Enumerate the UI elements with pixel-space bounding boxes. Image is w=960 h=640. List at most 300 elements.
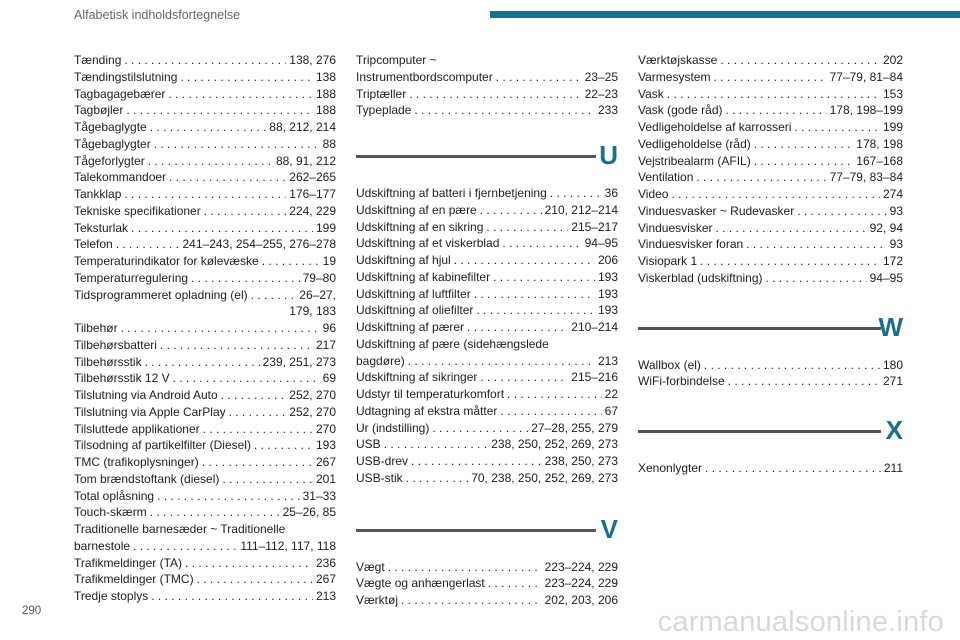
index-entry-pages: 210, 212–214 (544, 202, 618, 217)
index-entry-term-start: Tripcomputer ~ (356, 53, 437, 67)
dot-leader (151, 588, 313, 605)
index-entry-term: Tilbehørsbatteri (74, 337, 157, 352)
index-entry-term: Udskiftning af sikringer (356, 370, 478, 385)
index-entry (74, 153, 336, 170)
index-entry-pages: 223–224, 229 (544, 559, 618, 574)
index-entry-pages: 92, 94 (869, 220, 903, 235)
index-entry (74, 588, 336, 605)
dot-leader (173, 370, 320, 387)
index-entry-term: Tidsprogrammeret opladning (el) (74, 287, 248, 302)
dot-leader (384, 436, 489, 453)
index-entry-pages: 206 (597, 253, 618, 267)
index-entry-term: Tankklap (74, 187, 122, 201)
index-entry-term: Tilsluttede applikationer (74, 421, 200, 436)
index-entry-pages: 201 (315, 471, 336, 486)
index-entry-term: Udskiftning af luftfilter (356, 286, 471, 301)
dot-leader (229, 404, 287, 421)
index-entry-term: Vedligeholdelse (råd) (638, 136, 751, 151)
index-entry-pages: 19 (322, 254, 336, 268)
index-entry-pages: 94–95 (869, 270, 903, 285)
dot-leader (124, 52, 286, 69)
index-group-u (356, 185, 618, 487)
index-entry (74, 488, 336, 505)
dot-leader (496, 69, 582, 86)
index-entry-term: Tilslutning via Apple CarPlay (74, 404, 226, 419)
index-group-x (638, 460, 903, 477)
index-entry-term: Tom brændstoftank (diesel) (74, 471, 220, 486)
index-entry-term: Trafikmeldinger (TMC) (74, 572, 194, 587)
index-entry-term: Vejstribealarm (AFIL) (638, 153, 751, 168)
index-entry-pages: 36 (604, 186, 618, 200)
index-entry-pages: 111–112, 117, 118 (240, 538, 336, 553)
index-entry (74, 169, 336, 186)
index-entry-pages: 270 (315, 421, 336, 436)
index-entry-term-start: Traditionelle barnesæder ~ Traditionelle (74, 522, 286, 536)
index-entry-term: Vinduesvisker foran (638, 237, 744, 252)
index-entry-term: USB (356, 437, 381, 452)
index-entry-pages: 178, 198 (856, 136, 903, 151)
index-entry-term: Tågebaglygter (74, 136, 151, 151)
index-entry (74, 504, 336, 521)
index-entry-term: Tågeforlygter (74, 153, 145, 168)
dot-leader (454, 252, 595, 269)
index-entry-pages: 223–224, 229 (544, 576, 618, 591)
index-entry (74, 119, 336, 136)
index-entry (638, 186, 903, 203)
index-entry (356, 470, 618, 487)
index-entry (356, 319, 618, 336)
index-entry-pages: 70, 238, 250, 252, 269, 273 (471, 470, 618, 485)
index-entry (74, 421, 336, 438)
section-header-x (638, 416, 903, 444)
index-entry-term: Udskiftning af pærer (356, 320, 465, 334)
index-entry-term: Tågebaglygte (74, 120, 147, 134)
dot-leader (203, 421, 313, 438)
dot-leader (671, 186, 879, 203)
index-entry-pages: 210–214 (571, 320, 618, 334)
index-entry (356, 86, 618, 103)
index-entry-pages: 262–265 (289, 170, 336, 185)
index-entry-term: Udskiftning af en sikring (356, 219, 484, 234)
index-entry (356, 252, 618, 269)
dot-leader (696, 169, 826, 186)
index-entry-pages: 27–28, 255, 279 (531, 420, 618, 435)
dot-leader (202, 454, 313, 471)
index-entry (74, 521, 336, 555)
index-entry (356, 453, 618, 470)
index-entry-term: bagdøre) (356, 353, 405, 368)
index-entry-term: Udskiftning af en pære (356, 202, 477, 217)
dot-leader (408, 353, 595, 370)
index-entry (74, 287, 336, 321)
index-entry (74, 454, 336, 471)
dot-leader (160, 337, 313, 354)
dot-leader (700, 253, 880, 270)
index-entry-pages: 178, 198–199 (829, 103, 903, 118)
index-entry (74, 136, 336, 153)
dot-leader (262, 253, 320, 270)
index-entry-term: Udtagning af ekstra måtter (356, 403, 498, 418)
index-entry-pages: 202, 203, 206 (544, 593, 618, 607)
index-column-2 (356, 52, 618, 609)
watermark: carmanualsonline.info (657, 606, 944, 638)
dot-leader (409, 86, 581, 103)
dot-leader (154, 136, 320, 153)
index-entry (74, 52, 336, 69)
section-letter-w: W (878, 311, 903, 342)
dot-leader (488, 575, 542, 592)
dot-leader (131, 220, 313, 237)
index-entry (638, 102, 903, 119)
dot-leader (180, 69, 313, 86)
index-entry (638, 169, 903, 186)
index-entry-pages: 213 (315, 589, 336, 603)
index-entry-pages: 224, 229 (289, 203, 336, 218)
index-entry (638, 220, 903, 237)
index-entry (638, 253, 903, 270)
index-entry-term: Tagbøjler (74, 103, 124, 118)
dot-leader (148, 153, 273, 170)
index-entry (356, 235, 618, 252)
dot-leader (150, 504, 280, 521)
index-entry-pages: 23–25 (584, 69, 618, 84)
dot-leader (126, 102, 313, 119)
index-entry-term: Teksturlak (74, 220, 129, 235)
index-entry-term: Vægt (356, 559, 385, 574)
dot-leader (480, 202, 542, 219)
index-entry (74, 437, 336, 454)
dot-leader (467, 319, 568, 336)
index-entry (356, 403, 618, 420)
index-entry-term: Udskiftning af batteri i fjernbetjening (356, 186, 547, 200)
index-entry (74, 555, 336, 572)
index-entry-pages: 193 (597, 269, 618, 284)
index-entry-term-start: Udskiftning af pære (sidehængslede (356, 336, 549, 351)
dot-leader (145, 354, 260, 371)
index-entry-term: Udskiftning af kabinefilter (356, 269, 491, 284)
index-entry (74, 86, 336, 103)
section-rule (356, 155, 596, 158)
dot-leader (401, 592, 542, 609)
index-entry-pages: 22–23 (584, 86, 618, 101)
dot-leader (480, 369, 568, 386)
page-number: 290 (22, 605, 42, 617)
dot-leader (507, 386, 602, 403)
index-entry-term: Ur (indstilling) (356, 420, 430, 435)
dot-leader (406, 470, 469, 487)
index-entry-pages: 213 (597, 353, 618, 368)
index-entry-pages: 88, 212, 214 (269, 120, 336, 134)
dot-leader (794, 119, 880, 136)
index-entry-term: Tænding (74, 53, 122, 67)
index-entry-pages: 267 (315, 572, 336, 587)
index-entry-pages: 236 (315, 555, 336, 570)
index-group-v (356, 559, 618, 609)
index-entry-pages: 238, 250, 252, 269, 273 (491, 437, 618, 452)
index-entry-pages: 96 (322, 321, 336, 335)
index-entry-pages: 211 (883, 461, 903, 475)
index-entry (356, 386, 618, 403)
dot-leader (414, 102, 595, 119)
index-entry-pages: 138, 276 (289, 53, 336, 67)
index-entry (356, 219, 618, 236)
index-entry-pages: 22 (604, 387, 618, 401)
index-entry-term: Tekniske specifikationer (74, 203, 201, 218)
index-entry-term: Varmesystem (638, 69, 711, 84)
dot-leader (715, 220, 866, 237)
dot-leader (726, 102, 827, 119)
index-entry-pages: 188 (315, 103, 336, 118)
index-entry-pages: 193 (597, 286, 618, 301)
index-entry-pages: 180 (882, 357, 903, 372)
dot-leader (704, 357, 880, 374)
index-entry (74, 354, 336, 371)
index-entry (74, 370, 336, 387)
section-rule (638, 430, 881, 433)
index-entry-term: Visiopark 1 (638, 254, 698, 268)
index-entry-term: Udstyr til temperaturkomfort (356, 387, 505, 401)
index-entry (356, 302, 618, 319)
index-entry-pages: 172 (882, 254, 903, 268)
index-entry (74, 337, 336, 354)
index-entry-term: Instrumentbordscomputer (356, 69, 493, 84)
index-entry-pages: 215–216 (571, 370, 618, 385)
index-entry (638, 136, 903, 153)
index-entry-term: Temperaturindikator for kølevæske (74, 254, 259, 268)
index-entry-term: Triptæller (356, 86, 407, 101)
index-entry-term: Tilbehør (74, 321, 118, 335)
index-entry-pages: 79–80 (302, 270, 336, 285)
dot-leader (124, 186, 286, 203)
index-entry-term: Tilbehørsstik 12 V (74, 371, 170, 386)
index-entry (638, 52, 903, 69)
index-group-t-continued (356, 52, 618, 119)
index-entry-term: Vægte og anhængerlast (356, 576, 485, 591)
dot-leader (797, 203, 886, 220)
index-entry-pages: 238, 250, 273 (544, 454, 618, 468)
index-entry (638, 153, 903, 170)
dot-leader (191, 270, 300, 287)
index-entry-term: Tilslutning via Android Auto (74, 388, 218, 402)
index-entry-pages: 93 (889, 203, 903, 218)
dot-leader (476, 302, 595, 319)
index-entry (638, 357, 903, 374)
index-entry-pages: 193 (315, 438, 336, 453)
index-entry (356, 436, 618, 453)
index-entry (74, 471, 336, 488)
header-accent-bar (490, 11, 960, 18)
index-entry (356, 575, 618, 592)
index-entry-pages: 252, 270 (289, 404, 336, 419)
index-entry-pages: 202 (882, 53, 903, 67)
index-column-1 (74, 52, 336, 605)
index-entry-pages: 271 (882, 374, 903, 389)
index-entry (356, 286, 618, 303)
index-entry-term: Tagbagagebærer (74, 86, 166, 101)
dot-leader (150, 119, 267, 136)
section-header-u (356, 141, 618, 169)
index-entry-term: USB-stik (356, 470, 403, 485)
index-entry-term: Temperaturregulering (74, 270, 189, 285)
index-entry-term: Tilbehørsstik (74, 354, 142, 369)
dot-leader (493, 269, 595, 286)
dot-leader (254, 437, 313, 454)
index-entry (356, 559, 618, 576)
index-entry-pages: 267 (315, 455, 336, 469)
dot-leader (133, 538, 237, 555)
index-entry-term: Tredje stoplys (74, 589, 149, 603)
dot-leader (168, 86, 313, 103)
index-entry-term: barnestole (74, 538, 131, 553)
index-entry (638, 119, 903, 136)
index-entry-term: Video (638, 187, 669, 201)
index-entry-term: Vinduesvisker (638, 220, 713, 235)
index-entry-pages: 233 (597, 103, 618, 118)
index-entry-term: Vedligeholdelse af karrosseri (638, 120, 792, 134)
index-entry-term: Vask (638, 86, 664, 101)
dot-leader (550, 185, 602, 202)
index-entry (74, 236, 336, 253)
dot-leader (411, 453, 542, 470)
index-entry (74, 270, 336, 287)
index-entry-pages: 69 (322, 371, 336, 386)
index-entry (638, 373, 903, 390)
index-entry-pages: 31–33 (302, 488, 336, 503)
dot-leader (169, 169, 286, 186)
index-entry-pages: 217 (315, 337, 336, 352)
dot-leader (388, 559, 542, 576)
index-entry-term: WiFi-forbindelse (638, 374, 725, 389)
index-entry-pages: 138 (315, 69, 336, 84)
index-entry-pages: 153 (882, 86, 903, 101)
index-entry-pages: 176–177 (289, 187, 336, 201)
dot-leader (204, 203, 287, 220)
dot-leader (754, 153, 854, 170)
dot-leader (432, 420, 528, 437)
index-entry (638, 270, 903, 287)
index-entry-term: USB-drev (356, 454, 409, 468)
index-entry (356, 202, 618, 219)
index-entry-term: Trafikmeldinger (TA) (74, 555, 183, 570)
index-entry-pages: 93 (889, 237, 903, 252)
index-entry-pages: 274 (882, 187, 903, 201)
section-letter-v: V (600, 513, 618, 544)
index-entry-pages: 67 (604, 403, 618, 418)
index-entry-pages-continued: 179, 183 (289, 304, 336, 319)
dot-leader (766, 270, 867, 287)
dot-leader (746, 236, 886, 253)
index-entry-term: Tilsodning af partikelfilter (Diesel) (74, 438, 251, 453)
index-entry-term: Vask (gode råd) (638, 103, 723, 118)
dot-leader (502, 235, 581, 252)
index-entry-term: Ventilation (638, 170, 694, 185)
index-entry (638, 236, 903, 253)
index-entry (356, 420, 618, 437)
index-entry (638, 69, 903, 86)
index-entry-pages: 88 (322, 136, 336, 151)
dot-leader (486, 219, 568, 236)
index-entry (74, 69, 336, 86)
index-entry-term: Udskiftning af oliefilter (356, 303, 474, 318)
index-entry-term: Udskiftning af et viskerblad (356, 236, 500, 251)
index-entry (74, 186, 336, 203)
index-entry (356, 336, 618, 370)
index-entry (74, 387, 336, 404)
dot-leader (197, 571, 313, 588)
index-entry-term: Xenonlygter (638, 461, 703, 475)
dot-leader (500, 403, 601, 420)
index-entry-pages: 167–168 (856, 153, 903, 168)
index-entry (356, 369, 618, 386)
dot-leader (221, 387, 287, 404)
dot-leader (116, 236, 180, 253)
index-entry-term: Udskiftning af hjul (356, 253, 451, 267)
dot-leader (754, 136, 854, 153)
index-entry (356, 269, 618, 286)
index-entry-pages: 199 (315, 220, 336, 235)
index-entry (638, 86, 903, 103)
index-entry-pages: 252, 270 (289, 388, 336, 402)
index-entry-pages: 88, 91, 212 (275, 153, 336, 168)
index-group-w (638, 357, 903, 391)
index-entry (74, 320, 336, 337)
index-entry (638, 203, 903, 220)
index-entry (356, 592, 618, 609)
index-entry-pages: 193 (597, 303, 618, 318)
dot-leader (705, 460, 881, 477)
index-entry (74, 404, 336, 421)
page-header-title: Alfabetisk indholdsfortegnelse (74, 8, 241, 22)
dot-leader (251, 287, 297, 304)
index-entry-pages: 25–26, 85 (282, 505, 336, 520)
index-entry-term: Værktøj (356, 593, 398, 607)
index-entry-pages: 241–243, 254–255, 276–278 (182, 237, 336, 252)
index-entry-term: Viskerblad (udskiftning) (638, 270, 763, 285)
index-entry-term: Talekommandoer (74, 170, 167, 185)
index-entry (74, 220, 336, 237)
dot-leader (713, 69, 826, 86)
index-entry-term: Touch-skærm (74, 505, 147, 520)
section-letter-u: U (599, 140, 618, 170)
index-entry-term: TMC (trafikoplysninger) (74, 455, 199, 469)
index-entry (356, 185, 618, 202)
index-entry-pages: 94–95 (584, 236, 618, 251)
index-entry (638, 460, 903, 477)
section-letter-x: X (885, 415, 903, 445)
dot-leader (667, 86, 880, 103)
index-entry-pages: 77–79, 83–84 (829, 170, 903, 185)
index-entry-term: Værktøjskasse (638, 53, 718, 67)
dot-leader (222, 471, 313, 488)
index-group-v-continued (638, 52, 903, 287)
dot-leader (121, 320, 320, 337)
dot-leader (185, 555, 313, 572)
index-entry-term: Telefon (74, 237, 113, 252)
dot-leader (728, 373, 880, 390)
index-entry (74, 203, 336, 220)
dot-leader (474, 286, 595, 303)
index-entry-term: Typeplade (356, 103, 412, 118)
section-header-v (356, 515, 618, 543)
index-entry (356, 52, 618, 86)
index-entry-pages: 239, 251, 273 (262, 354, 336, 369)
index-entry (74, 253, 336, 270)
index-entry-pages: 77–79, 81–84 (829, 69, 903, 84)
index-entry (74, 571, 336, 588)
index-entry-pages: 26–27, (299, 287, 336, 302)
index-entry-pages: 215–217 (571, 219, 618, 234)
index-entry-pages: 199 (882, 120, 903, 134)
